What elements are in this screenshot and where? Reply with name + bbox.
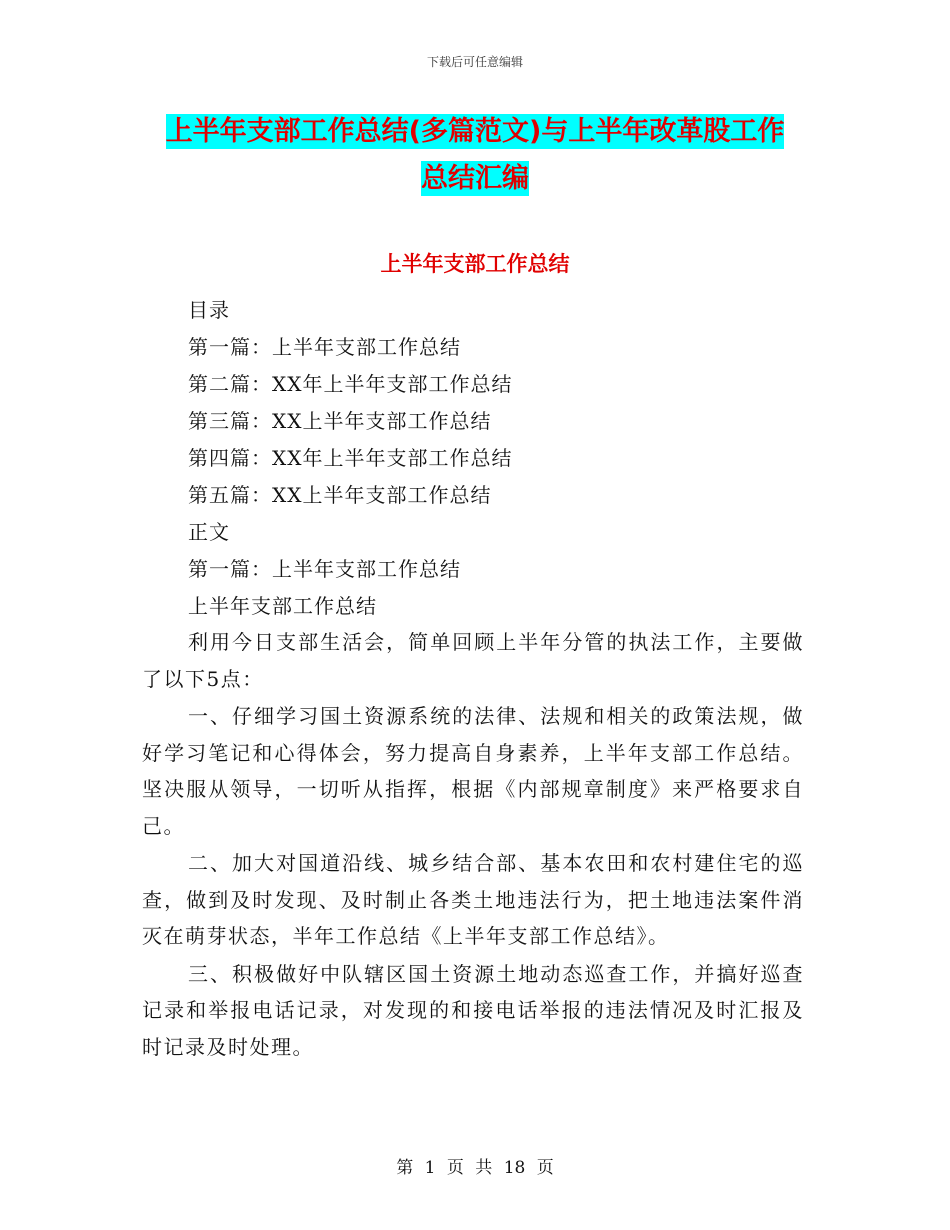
body-heading: 正文 bbox=[188, 520, 230, 544]
paragraph: 一、仔细学习国土资源系统的法律、法规和相关的政策法规，做好学习笔记和心得体会，努力提高自身素养，上半年支部工作总结。坚决服从领导，一切听从指挥，根据《内部规章制度》来严格要求自己。 bbox=[142, 704, 804, 838]
document-title bbox=[0, 108, 950, 202]
document-title-line1: 上半年支部工作总结(多篇范文)与上半年改革股工作 bbox=[165, 116, 785, 147]
table-of-contents bbox=[188, 292, 808, 625]
section-title: 上半年支部工作总结 bbox=[380, 252, 570, 276]
toc-item: 第三篇：XX上半年支部工作总结 bbox=[188, 409, 492, 433]
chapter-heading: 第一篇：上半年支部工作总结 bbox=[188, 557, 461, 581]
body-text bbox=[142, 624, 804, 1066]
toc-item: 第二篇：XX年上半年支部工作总结 bbox=[188, 372, 513, 396]
toc-item: 第五篇：XX上半年支部工作总结 bbox=[188, 483, 492, 507]
toc-item: 第一篇：上半年支部工作总结 bbox=[188, 335, 461, 359]
toc-item: 第四篇：XX年上半年支部工作总结 bbox=[188, 446, 513, 470]
paragraph: 三、积极做好中队辖区国土资源土地动态巡查工作，并搞好巡查记录和举报电话记录，对发现的和接电话举报的违法情况及时汇报及时记录及时处理。 bbox=[142, 961, 804, 1059]
header-note: 下载后可任意编辑 bbox=[426, 55, 523, 69]
toc-heading: 目录 bbox=[188, 298, 230, 322]
paragraph: 利用今日支部生活会，简单回顾上半年分管的执法工作，主要做了以下5点： bbox=[142, 630, 804, 691]
page-footer: 第 1 页 共 18 页 bbox=[396, 1158, 554, 1178]
document-title-line2: 总结汇编 bbox=[421, 163, 529, 194]
paragraph: 二、加大对国道沿线、城乡结合部、基本农田和农村建住宅的巡查，做到及时发现、及时制止各类土地违法行为，把土地违法案件消灭在萌芽状态，半年工作总结《上半年支部工作总结》。 bbox=[142, 851, 804, 948]
article-title: 上半年支部工作总结 bbox=[188, 594, 377, 618]
